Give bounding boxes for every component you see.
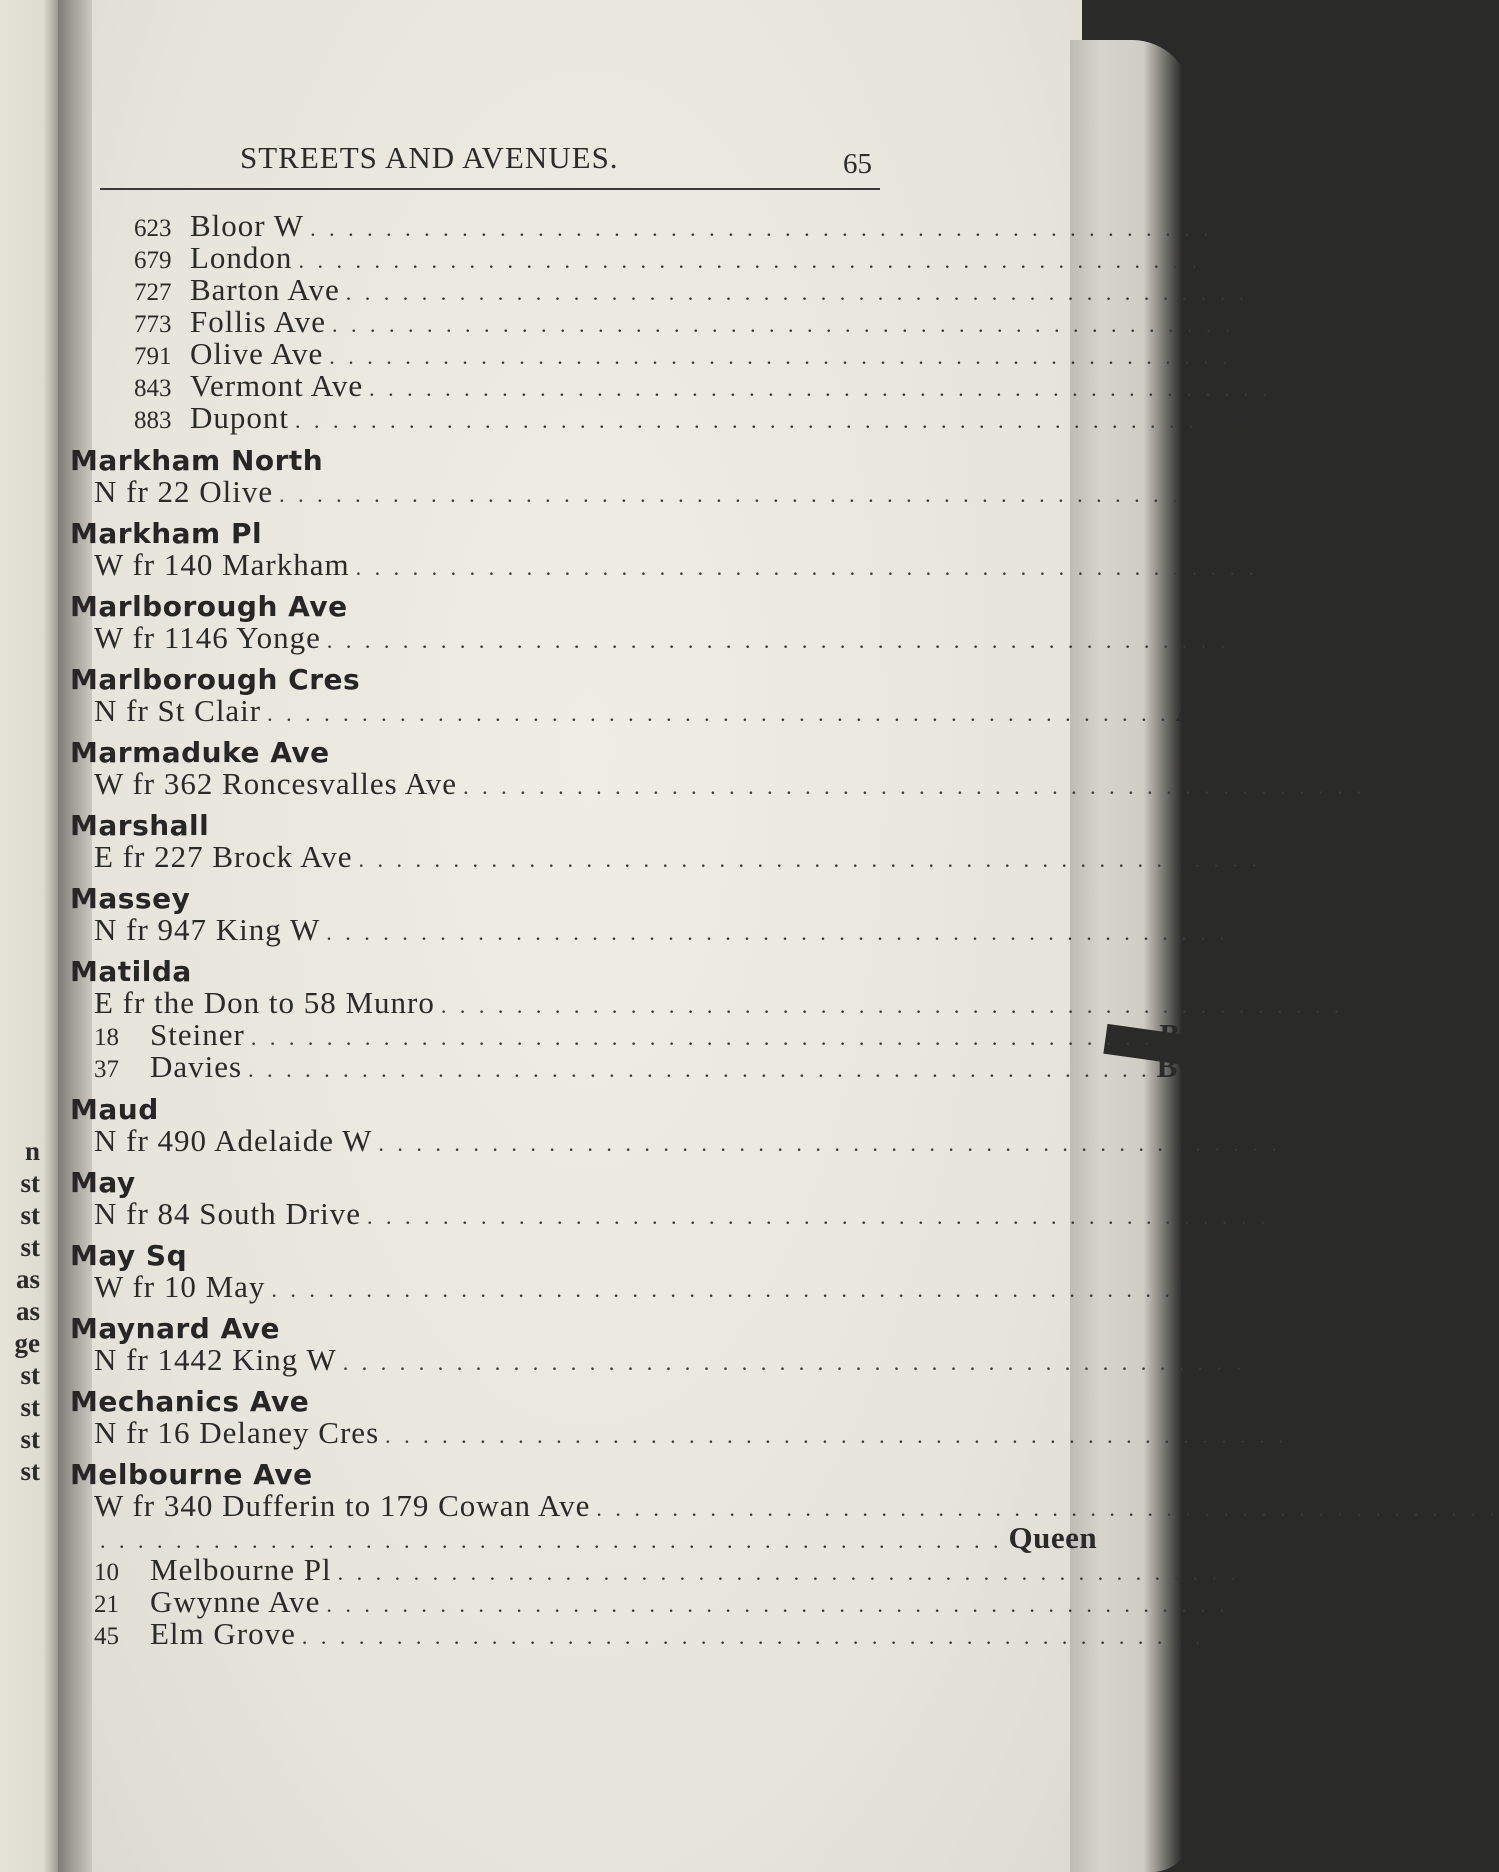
dot-leader: . . . . . . . . . . . . . . . . . . . . . . . . . . . . . . . . . . . . . . . . . . . . . . . .	[100, 1528, 1003, 1553]
page-title: STREETS AND AVENUES.	[240, 140, 619, 175]
house-number: 21	[94, 1591, 119, 1618]
line-description: Steiner	[150, 1017, 245, 1052]
directory-line	[70, 1584, 1324, 1619]
dot-leader: . . . . . . . . . . . . . . . . . . . . . . . . . . . . . . . . . . . . . . . . . . . . . . . .	[355, 555, 1259, 580]
line-description: W fr 140 Markham	[94, 547, 350, 582]
page-number: 65	[843, 148, 872, 180]
house-number: 37	[94, 1056, 119, 1083]
facing-page-fragment: st	[20, 1232, 40, 1262]
district-name: Queen	[1234, 1584, 1324, 1619]
district-name: Bathurst	[1240, 304, 1362, 339]
directory-line	[110, 272, 1376, 307]
line-description: Vermont Ave	[190, 368, 364, 403]
line-description: Dupont	[190, 400, 289, 435]
directory-line	[70, 547, 1369, 582]
street-entry	[70, 809, 1372, 874]
dot-leader: . . . . . . . . . . . . . . . . . . . . . . . . . . . . . . . . . . . . . . . . . . . . . . . .	[329, 344, 1232, 369]
line-description: Elm Grove	[150, 1616, 296, 1651]
house-number: 791	[134, 343, 172, 370]
district-name: Dundas	[1266, 839, 1372, 874]
directory-line	[70, 1520, 1098, 1555]
district-name: Ron	[1371, 766, 1429, 801]
district-name: Av Rd	[1175, 693, 1262, 728]
street-entry	[70, 444, 1309, 509]
directory-line	[70, 1123, 1376, 1158]
directory-line	[70, 1415, 1399, 1450]
directory-line	[70, 912, 1303, 947]
dot-leader: . . . . . . . . . . . . . . . . . . . . . . . . . . . . . . . . . . . . . . . . . . . . . . . .	[366, 1204, 1270, 1229]
street-entry	[70, 882, 1303, 947]
district-name: Queen	[1286, 1123, 1376, 1158]
street-name: Massey	[70, 882, 191, 915]
line-description: W fr 362 Roncesvalles Ave	[94, 766, 458, 801]
directory-line	[110, 240, 1329, 275]
street-entry	[70, 517, 1369, 582]
facing-page-fragment: n	[24, 1136, 40, 1166]
line-description: N fr 22 Olive	[94, 474, 274, 509]
line-description: W fr 1146 Yonge	[94, 620, 321, 655]
directory-line	[110, 400, 1325, 435]
facing-page-fragment: as	[15, 1296, 40, 1326]
district-name: Bathurst	[1206, 240, 1329, 275]
facing-page-fragment: ge	[14, 1328, 40, 1358]
district-name: Yonge	[1235, 620, 1319, 655]
district-name: Bathurst	[1218, 208, 1340, 243]
district-name: Queen	[1246, 1552, 1335, 1587]
district-name: Bathurst	[1277, 368, 1399, 403]
dot-leader: . . . . . . . . . . . . . . . . . . . . . . . . . . . . . . . . . . . . . . . . . . . . . . . .	[440, 993, 1344, 1018]
directory-line	[70, 1269, 1284, 1304]
district-name: Bathurst	[1203, 400, 1325, 435]
line-description: W fr 10 May	[94, 1269, 266, 1304]
street-name: Marlborough Cres	[70, 663, 361, 696]
dot-leader: . . . . . . . . . . . . . . . . . . . . . . . . . . . . . . . . . . . . . . . . . . . . . . . .	[369, 376, 1272, 401]
dot-leader: . . . . . . . . . . . . . . . . . . . . . . . . . . . . . . . . . . . . . . . . . . . . . . . .	[337, 1560, 1241, 1585]
district-name: Queen	[1210, 1616, 1300, 1651]
dot-leader: . . . . . . . . . . . . . . . . . . . . . . . . . . . . . . . . . . . . . . . . . . . . . . . .	[310, 216, 1213, 241]
directory-line	[70, 766, 1429, 801]
district-name: Bvw	[1156, 1049, 1217, 1084]
street-directory-list	[70, 208, 1499, 1662]
street-name: Melbourne Ave	[70, 1458, 313, 1491]
dot-leader: . . . . . . . . . . . . . . . . . . . . . . . . . . . . . . . . . . . . . . . . . . . . . . . .	[271, 1277, 1174, 1302]
district-name: Dundas	[1264, 547, 1369, 582]
house-number: 727	[134, 279, 172, 306]
district-name: Bvw	[1349, 985, 1410, 1020]
line-description: Follis Ave	[190, 304, 327, 339]
facing-page-edge	[0, 0, 62, 1872]
line-description: Gwynne Ave	[150, 1584, 321, 1619]
street-entry	[70, 955, 1410, 1084]
facing-page-fragment: st	[20, 1200, 40, 1230]
house-number: 18	[94, 1024, 119, 1051]
directory-line	[110, 336, 1359, 371]
dot-leader: . . . . . . . . . . . . . . . . . . . . . . . . . . . . . . . . . . . . . . . . . . . . . . . .	[326, 628, 1230, 653]
directory-line	[70, 1488, 1499, 1523]
dot-leader: . . . . . . . . . . . . . . . . . . . . . . . . . . . . . . . . . . . . . . . . . . . . . . . .	[267, 701, 1170, 726]
street-name: Marshall	[70, 809, 210, 842]
dot-leader: . . . . . . . . . . . . . . . . . . . . . . . . . . . . . . . . . . . . . . . . . . . . . . . .	[279, 482, 1182, 507]
directory-line	[70, 693, 1262, 728]
house-number: 883	[134, 407, 172, 434]
district-name: Church	[1179, 1269, 1284, 1304]
running-header	[100, 132, 880, 190]
directory-line	[70, 1049, 1217, 1084]
street-entry	[70, 736, 1429, 801]
street-name: Mechanics Ave	[70, 1385, 310, 1418]
dot-leader: . . . . . . . . . . . . . . . . . . . . . . . . . . . . . . . . . . . . . . . . . . . . . . . .	[385, 1423, 1288, 1448]
house-number: 679	[134, 247, 172, 274]
dot-leader: . . . . . . . . . . . . . . . . . . . . . . . . . . . . . . . . . . . . . . . . . . . . . . . .	[250, 1025, 1154, 1050]
street-name: Maud	[70, 1093, 159, 1126]
line-description: W fr 340 Dufferin to 179 Cowan Ave	[94, 1488, 591, 1523]
street-name: Markham North	[70, 444, 324, 477]
dot-leader: . . . . . . . . . . . . . . . . . . . . . . . . . . . . . . . . . . . . . . . . . . . . . . . .	[378, 1131, 1281, 1156]
dot-leader: . . . . . . . . . . . . . . . . . . . . . . . . . . . . . . . . . . . . . . . . . . . . . . . .	[295, 408, 1198, 433]
street-entry	[70, 1458, 1499, 1651]
dot-leader: . . . . . . . . . . . . . . . . . . . . . . . . . . . . . . . . . . . . . . . . . . . . . . . .	[463, 774, 1366, 799]
directory-line	[70, 1616, 1300, 1651]
facing-page-fragment: st	[20, 1360, 40, 1390]
dot-leader: . . . . . . . . . . . . . . . . . . . . . . . . . . . . . . . . . . . . . . . . . . . . . . . .	[342, 1350, 1246, 1375]
street-name: Marmaduke Ave	[70, 736, 330, 769]
line-description: London	[190, 240, 293, 275]
line-description: Olive Ave	[190, 336, 324, 371]
dot-leader: . . . . . . . . . . . . . . . . . . . . . . . . . . . . . . . . . . . . . . . . . . . . . . . .	[298, 248, 1201, 273]
house-number: 843	[134, 375, 172, 402]
district-name: King	[1234, 912, 1303, 947]
street-entry	[70, 590, 1319, 655]
dot-leader: . . . . . . . . . . . . . . . . . . . . . . . . . . . . . . . . . . . . . . . . . . . . . . . .	[301, 1624, 1205, 1649]
dot-leader: . . . . . . . . . . . . . . . . . . . . . . . . . . . . . . . . . . . . . . . . . . . . . . . .	[248, 1057, 1151, 1082]
district-name: Church	[1275, 1196, 1380, 1231]
facing-page-fragment: st	[20, 1168, 40, 1198]
street-name: Markham Pl	[70, 517, 263, 550]
line-description: N fr 16 Delaney Cres	[94, 1415, 380, 1450]
house-number: 10	[94, 1559, 119, 1586]
street-name: Matilda	[70, 955, 192, 988]
line-description: N fr 84 South Drive	[94, 1196, 361, 1231]
street-entry	[70, 1093, 1376, 1158]
directory-line	[70, 985, 1410, 1020]
district-name: Bathurst	[1187, 474, 1309, 509]
directory-line	[70, 839, 1372, 874]
line-description: Davies	[150, 1049, 243, 1084]
district-name: Bathurst	[1237, 336, 1359, 371]
line-description: E fr 227 Brock Ave	[94, 839, 353, 874]
street-name: May Sq	[70, 1239, 188, 1272]
line-description: Barton Ave	[190, 272, 340, 307]
line-description: N fr 1442 King W	[94, 1342, 337, 1377]
dot-leader: . . . . . . . . . . . . . . . . . . . . . . . . . . . . . . . . . . . . . . . . . . . . . . . .	[332, 312, 1235, 337]
district-name: Bathurst	[1254, 272, 1376, 307]
directory-line	[70, 474, 1309, 509]
line-description: N fr St Clair	[94, 693, 262, 728]
facing-page-fragment: as	[15, 1264, 40, 1294]
district-name: Queen	[1008, 1520, 1098, 1555]
house-number: 773	[134, 311, 172, 338]
line-description: Bloor W	[190, 208, 305, 243]
facing-page-letters	[0, 1135, 40, 1487]
street-name: Maynard Ave	[70, 1312, 280, 1345]
directory-line	[70, 1552, 1335, 1587]
line-description: N fr 490 Adelaide W	[94, 1123, 373, 1158]
directory-line	[70, 620, 1319, 655]
street-entry	[70, 1166, 1380, 1231]
directory-line	[70, 1342, 1319, 1377]
dot-leader: . . . . . . . . . . . . . . . . . . . . . . . . . . . . . . . . . . . . . . . . . . . . . . . .	[345, 280, 1249, 305]
line-description: E fr the Don to 58 Munro	[94, 985, 435, 1020]
dot-leader: . . . . . . . . . . . . . . . . . . . . . . . . . . . . . . . . . . . . . . . . . . . . . . . .	[326, 1592, 1229, 1617]
facing-page-fragment: st	[20, 1456, 40, 1486]
directory-line	[110, 208, 1340, 243]
street-entry	[70, 663, 1262, 728]
street-entry	[70, 1239, 1284, 1304]
directory-line	[70, 1017, 1220, 1052]
directory-line	[110, 368, 1399, 403]
district-name: Dundas	[1293, 1415, 1399, 1450]
street-entry	[70, 1312, 1319, 1377]
facing-page-fragment: st	[20, 1392, 40, 1422]
street-entry	[70, 1385, 1399, 1450]
continued-entry	[70, 208, 1399, 435]
dot-leader: . . . . . . . . . . . . . . . . . . . . . . . . . . . . . . . . . . . . . . . . . . . . . . . .	[358, 847, 1261, 872]
line-description: N fr 947 King W	[94, 912, 321, 947]
dot-leader: . . . . . . . . . . . . . . . . . . . . . . . . . . . . . . . . . . . . . . . . . . . . . . . .	[326, 920, 1229, 945]
dot-leader: . . . . . . . . . . . . . . . . . . . . . . . . . . . . . . . . . . . . . . . . . . . . . . . .	[596, 1496, 1499, 1521]
street-name: Marlborough Ave	[70, 590, 348, 623]
directory-line	[110, 304, 1362, 339]
directory-line	[70, 1196, 1380, 1231]
facing-page-fragment: st	[20, 1424, 40, 1454]
district-name: King	[1251, 1342, 1319, 1377]
line-description: Melbourne Pl	[150, 1552, 332, 1587]
district-name: Bvw	[1159, 1017, 1220, 1052]
house-number: 623	[134, 215, 172, 242]
street-name: May	[70, 1166, 136, 1199]
house-number: 45	[94, 1623, 119, 1650]
